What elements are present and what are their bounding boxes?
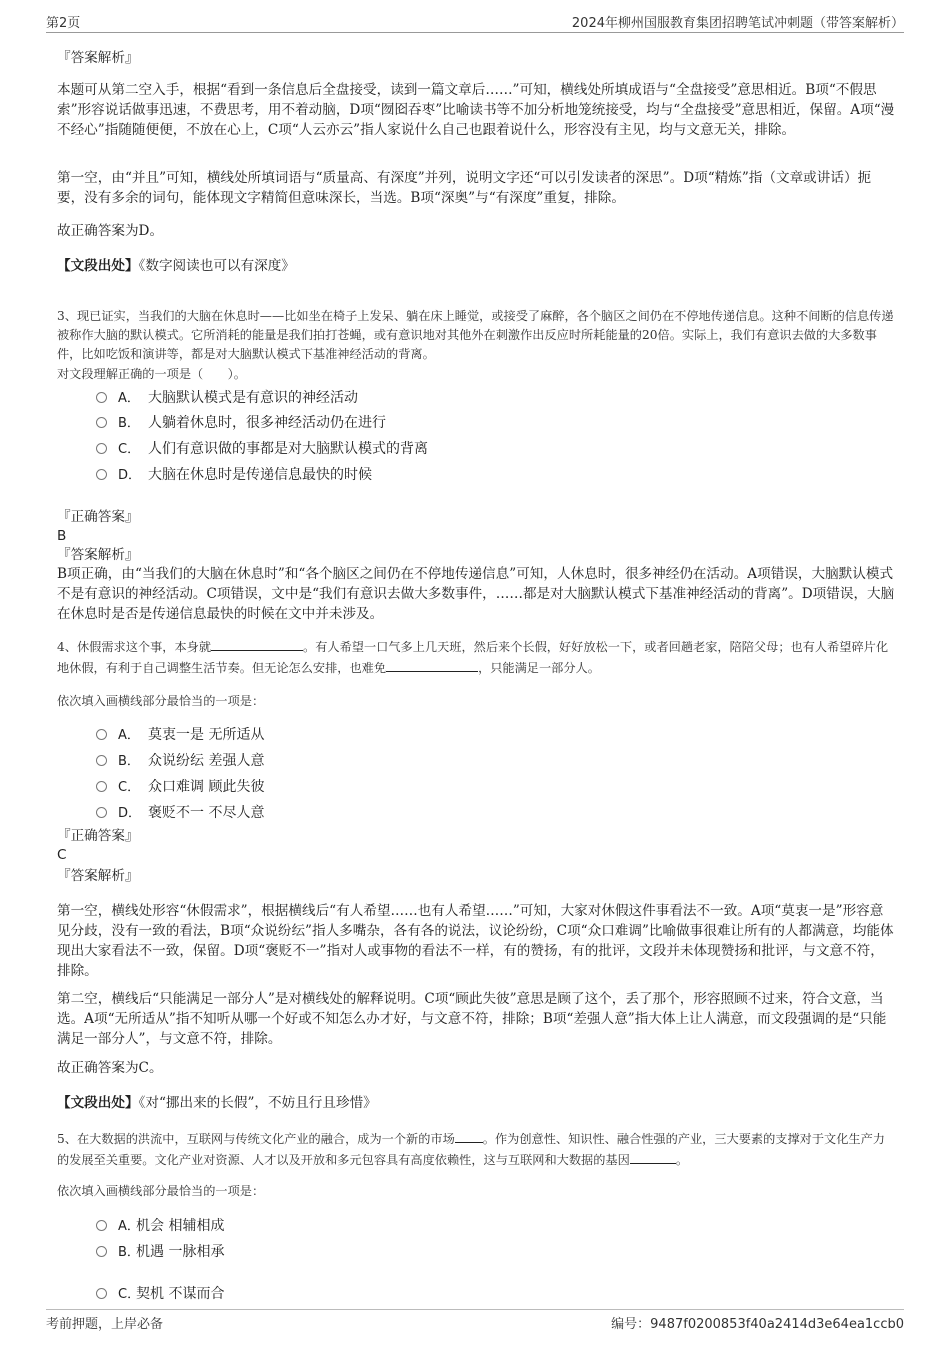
q2-source-title: 《数字阅读也可以有深度》 <box>138 258 295 274</box>
q3-answer: B <box>57 528 67 544</box>
blank-2 <box>386 657 478 672</box>
q3-correct-label: 『正确答案』 <box>57 509 139 525</box>
q4-analysis-p1: 第一空，横线处形容“休假需求”，根据横线后“有人希望……也有人希望……”可知，大家对休假这件事看法不一致。A项“莫衷一是”形容意见分歧，没有一致的看法，B项“众说纷纭”指人多嘴杂，各有各的说法，议论纷纷，C项“众口难调”比喻做事很难让所有的人都满意，均能体现出大家看法不一致，保留。D项“褒贬不一”指对人或事物的看法不一样，有的赞扬，有的批评，文段并未体现赞扬和批评，与文意不符，排除。 <box>57 903 894 979</box>
document-title: 2024年柳州国服教育集团招聘笔试冲刺题（带答案解析） <box>571 16 904 31</box>
q3-analysis: B项正确，由“当我们的大脑在休息时”和“各个脑区之间仍在不停地传递信息”可知，人休息时，很多神经仍在活动。A项错误，大脑默认模式不是有意识的神经活动。C项错误，文中是“我们有意识去做大多数事件，……都是对大脑默认模式下基准神经活动的背离”。D项错误，大脑在休息时是否是传递信息最快的时候在文中并未涉及。 <box>57 566 895 622</box>
document-code: 编号：9487f0200853f40a2414d3e64ea1ccb0 <box>611 1317 904 1332</box>
q4-option-c[interactable]: C． 众口难调 顾此失彼 <box>96 777 264 798</box>
footer-slogan: 考前押题，上岸必备 <box>46 1317 164 1332</box>
q4-option-b[interactable]: B． 众说纷纭 差强人意 <box>96 751 264 772</box>
q3-option-c[interactable]: C． 人们有意识做的事都是对大脑默认模式的背离 <box>96 439 428 460</box>
blank-1 <box>211 636 303 651</box>
q3-option-b[interactable]: B． 人躺着休息时，很多神经活动仍在进行 <box>96 413 386 434</box>
radio-icon[interactable] <box>96 1246 107 1257</box>
radio-icon[interactable] <box>96 1220 107 1231</box>
q4-analysis-label: 『答案解析』 <box>57 868 139 884</box>
q4-source-label: 【文段出处】 <box>57 1095 139 1111</box>
blank-1 <box>455 1128 483 1143</box>
q4-analysis-p2: 第二空，横线后“只能满足一部分人”是对横线处的解释说明。C项“顾此失彼”意思是顾了这个，丢了那个，形容照顾不过来，符合文意，当选。A项“无所适从”指不知听从哪一个好或不知怎么办才好，与文意不符，排除；B项“差强人意”指大体上让人满意，而文段强调的是“只能满足一部分人”，与文意不符，排除。 <box>57 991 887 1047</box>
radio-icon[interactable] <box>96 729 107 740</box>
q4-conclusion: 故正确答案为C。 <box>57 1060 163 1076</box>
radio-icon[interactable] <box>96 417 107 428</box>
page-header <box>46 12 904 30</box>
header-divider <box>46 32 904 33</box>
radio-icon[interactable] <box>96 469 107 480</box>
q2-analysis-p2: 第一空，由“并且”可知，横线处所填词语与“质量高、有深度”并列，说明文字还“可以引发读者的深思”。D项“精炼”指（文章或讲话）扼要，没有多余的词句，能体现文字精简但意味深长，当选。B项“深奥”与“有深度”重复，排除。 <box>57 170 872 206</box>
radio-icon[interactable] <box>96 1288 107 1299</box>
q4-source <box>57 1093 895 1113</box>
q4-correct-label: 『正确答案』 <box>57 828 139 844</box>
q2-analysis-p1: 本题可从第二空入手，根据“看到一条信息后全盘接受，读到一篇文章后……”可知，横线处所填成语与“全盘接受”意思相近。B项“不假思索”形容说话做事迅速，不费思考，用不着动脑，D项“囫囵吞枣”比喻读书等不加分析地笼统接受，均与“全盘接受”意思相近，保留。A项“漫不经心”指随随便便，不放在心上，C项“人云亦云”指人家说什么自己也跟着说什么，形容没有主见，均与文意无关，排除。 <box>57 82 895 138</box>
q3-prompt: 对文段理解正确的一项是（ ）。 <box>57 367 246 381</box>
blank-2 <box>630 1149 676 1164</box>
q3-analysis-label: 『答案解析』 <box>57 547 139 563</box>
q3-option-a[interactable]: A． 大脑默认模式是有意识的神经活动 <box>96 388 358 409</box>
q4-stem: 4、休假需求这个事，本身就 。有人希望一口气多上几天班，然后来个长假，好好放松一下，或者回趟老家，陪陪父母；也有人希望碎片化地休假，有利于自己调整生活节奏。但无论怎么安排，也难免 ，只能满足一部分人。 <box>57 636 895 678</box>
q5-prompt: 依次填入画横线部分最恰当的一项是： <box>57 1184 265 1198</box>
page-number: 第2页 <box>46 16 81 31</box>
q2-source-label: 【文段出处】 <box>57 258 139 274</box>
q4-option-a[interactable]: A． 莫衷一是 无所适从 <box>96 725 264 746</box>
q3-stem: 3、现已证实，当我们的大脑在休息时——比如坐在椅子上发呆、躺在床上睡觉，或接受了麻醉，各个脑区之间仍在不停地传递信息。这种不间断的信息传递被称作大脑的默认模式。它所消耗的能量是我们拍打苍蝇，或有意识地对其他外在刺激作出反应时所耗能量的20倍。实际上，我们有意识去做的大多数事件，比如吃饭和演讲等，都是对大脑默认模式下基准神经活动的背离。 <box>57 309 894 361</box>
q2-conclusion: 故正确答案为D。 <box>57 223 164 239</box>
q2-analysis-label: 『答案解析』 <box>57 50 139 66</box>
q5-option-b[interactable]: B．机遇 一脉相承 <box>96 1242 224 1263</box>
radio-icon[interactable] <box>96 392 107 403</box>
q5-stem: 5、在大数据的洪流中，互联网与传统文化产业的融合，成为一个新的市场 。作为创意性、知识性、融合性强的产业，三大要素的支撑对于文化生产力的发展至关重要。文化产业对资源、人才以及开放和多元包容具有高度依赖性，这与互联网和大数据的基因 。 <box>57 1128 895 1170</box>
radio-icon[interactable] <box>96 443 107 454</box>
q3-option-d[interactable]: D． 大脑在休息时是传递信息最快的时候 <box>96 465 372 486</box>
radio-icon[interactable] <box>96 755 107 766</box>
footer-divider <box>46 1309 904 1310</box>
q4-answer: C <box>57 847 67 863</box>
q4-prompt: 依次填入画横线部分最恰当的一项是： <box>57 694 265 708</box>
radio-icon[interactable] <box>96 781 107 792</box>
q5-option-a[interactable]: A．机会 相辅相成 <box>96 1216 224 1237</box>
q4-option-d[interactable]: D． 褒贬不一 不尽人意 <box>96 803 264 824</box>
radio-icon[interactable] <box>96 807 107 818</box>
q5-option-c[interactable]: C．契机 不谋而合 <box>96 1284 224 1305</box>
q4-source-title: 《对“挪出来的长假”，不妨且行且珍惜》 <box>138 1095 377 1111</box>
q2-source <box>57 256 895 276</box>
